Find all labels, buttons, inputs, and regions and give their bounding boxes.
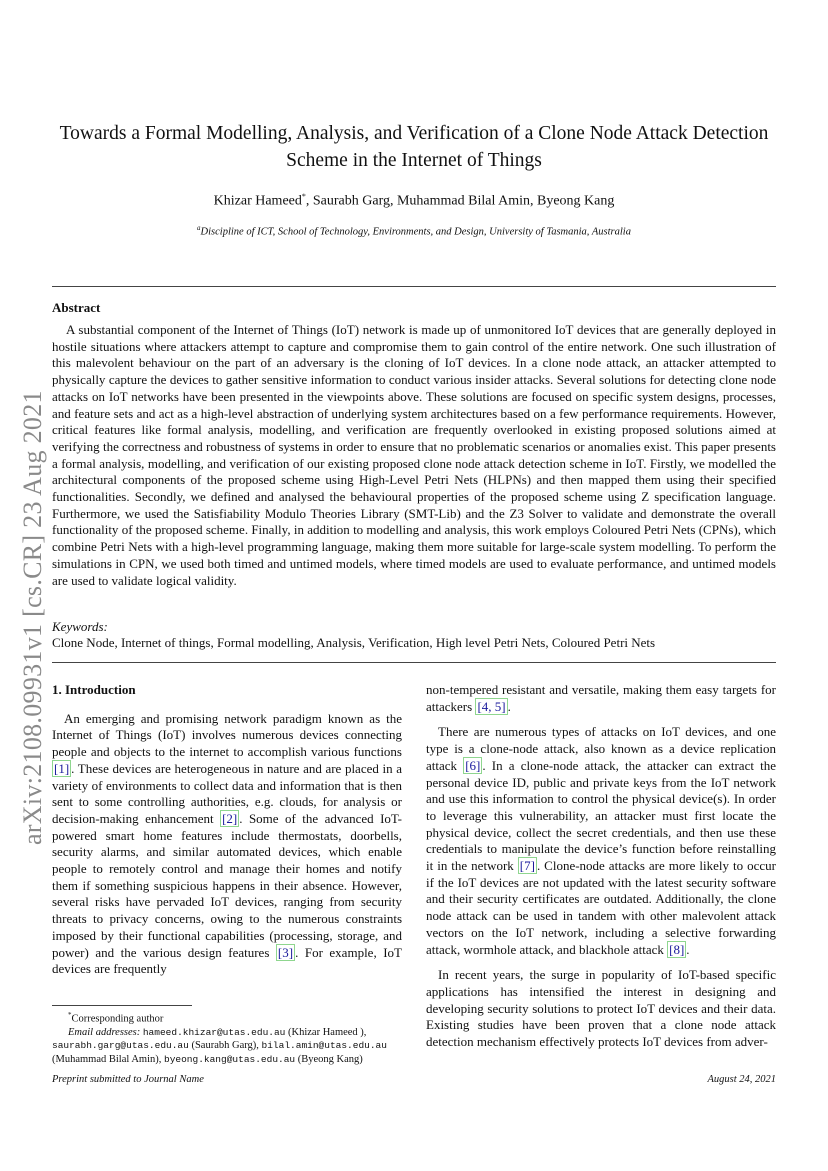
arxiv-stamp: arXiv:2108.09931v1 [cs.CR] 23 Aug 2021: [18, 390, 47, 845]
top-rule: [52, 286, 776, 287]
right-column: [426, 682, 776, 1060]
footer-date: August 24, 2021: [707, 1074, 776, 1085]
title-line-2: Scheme in the Internet of Things: [286, 150, 542, 171]
citation-link[interactable]: [2]: [222, 810, 238, 826]
left-column: [52, 682, 402, 987]
citation-link[interactable]: [6]: [465, 757, 481, 773]
abstract-heading: Abstract: [52, 300, 101, 315]
citation-link[interactable]: [8]: [669, 941, 685, 957]
abstract-body: A substantial component of the Internet of Things (IoT) network is made up of unmonitored IoT devices that are generally deployed in hostile situations where attackers attempt to capture and compromise them to gain control of the entire network. One such illustration of this malevolent behaviour on the part of an adversary is the cloning of IoT devices. In a clone node attack, an attacker attempted to physically capture the devices to gather sensitive information to conduct various insider attacks. Several solutions for detecting clone node attacks on IoT networks have been presented in the viewpoints above. These solutions are focused on specific system designs, processes, and feature sets and act as a high-level abstraction of underlying system architectures based on a few performance requirements. However, critical features like formal analysis, modelling, and verification are frequently overlooked in existing proposed solutions aimed at verifying the correctness and robustness of systems in order to ensure that no problematic scenarios or anomalies exist. This paper presents a formal analysis, modelling, and verification of our existing proposed clone node attack detection scheme in IoT. Firstly, we modelled the architectural components of the proposed scheme using High-Level Petri Nets (HLPNs) and then mapped them using their specified functionalities. Secondly, we defined and analysed the behavioural properties of the proposed scheme using Z specification language. Furthermore, we used the Satisfiability Modulo Theories Library (SMT-Lib) and the Z3 Solver to validate and demonstrate the overall functionality of the proposed scheme. Finally, in addition to modelling and analysis, this work employs Coloured Petri Nets (CPNs), which combine Petri Nets with a high-level programming language, making them more suitable for large-scale system modelling. To perform the simulations in CPN, we used both timed and untimed models, where timed models are used to evaluate performance, and untimed models are used to validate logical validity.: [52, 322, 776, 588]
citation-link[interactable]: [3]: [277, 944, 294, 960]
intro-paragraph-3: In recent years, the surge in popularity of IoT-based specific applications has intensified the interest in designing and developing security solutions to protect IoT devices and their data. Existing studies have been proven that a clone node attack detection mechanism effectively protects IoT devices from adver-: [426, 967, 776, 1050]
keywords-rule: [52, 662, 776, 663]
intro-paragraph-continued: non-tempered resistant and versatile, making them easy targets for attackers [4, 5] .: [426, 682, 776, 714]
affiliation-text: Discipline of ICT, School of Technology, Environments, and Design, University of Tasmania, Australia: [200, 226, 631, 238]
paper-title: [40, 120, 788, 174]
title-line-1: Towards a Formal Modelling, Analysis, and Verification of a Clone Node Attack Detection: [59, 123, 769, 144]
email-link[interactable]: bilal.amin@utas.edu.au: [261, 1040, 387, 1052]
author-rest: , Saurabh Garg, Muhammad Bilal Amin, Byeong Kang: [305, 193, 615, 209]
citation-link[interactable]: [4, 5]: [477, 698, 506, 714]
corresponding-note: Corresponding author: [71, 1013, 164, 1025]
affiliation-mark: a: [197, 224, 201, 232]
footnote-rule: [52, 1005, 192, 1006]
intro-paragraph-1: An emerging and promising network paradigm known as the Internet of Things (IoT) involves numerous devices connecting people and objects to the internet to accomplish various functions [1] . These devices are heterogeneous in nature and are placed in a variety of environments to collect data and information that is then sent to some controlling authorities, e.g. clouds, for analysis or decision-making enhancement [2] . Some of the advanced IoT-powered smart home features include thermostats, doorbells, security alarms, and similar automated devices, which enable people to remotely control and manage their homes and notify them if something suspicious happens in their absence. However, several risks have pervaded IoT devices, ranging from security threats to privacy concerns, owing to the numerous constraints imposed by their functional capabilities (processing, storage, and power) and the various design features [3] . For example, IoT devices are frequently: [52, 710, 402, 977]
section-heading: 1. Introduction: [52, 682, 136, 697]
keywords: Clone Node, Internet of things, Formal modelling, Analysis, Verification, High level Petri Nets, Coloured Petri Nets: [52, 635, 656, 650]
citation-link[interactable]: [7]: [519, 858, 535, 874]
corresponding-mark: *: [301, 192, 306, 201]
author-list: [40, 192, 788, 210]
intro-paragraph-2: There are numerous types of attacks on IoT devices, and one type is a clone-node attack, also known as a device replication attack [6] . In a clone-node attack, the attacker can extract the personal device ID, public and private keys from the IoT network and use this information to control the physical device(s). In order to leverage this vulnerability, an attacker must first locate the physical device, collect the secret credentials, and then use these credentials to manipulate the device’s function before reinstalling it in the network [7] . Clone-node attacks are more likely to occur if the IoT devices are not updated with the latest security software and their security certificates are outdated. Additionally, the clone node attack can be used in tandem with other malevolent attack vectors on the IoT network, including a selective forwarding attack, wormhole attack, and blackhole attack [8] .: [426, 724, 776, 957]
affiliation: [40, 224, 788, 238]
author-first: Khizar Hameed: [213, 193, 302, 209]
email-link[interactable]: hameed.khizar@utas.edu.au: [142, 1026, 286, 1038]
email-link[interactable]: byeong.kang@utas.edu.au: [164, 1053, 296, 1065]
email-link[interactable]: saurabh.garg@utas.edu.au: [52, 1040, 189, 1052]
footnote: *Corresponding author Email addresses: hameed.khizar@utas.edu.au (Khizar Hameed ), saurabh.garg@utas.edu.au (Saurabh Garg), bilal.amin@utas.edu.au (Muhammad Bilal Amin), byeong.kang@utas.edu.au (Byeong Kang): [52, 1011, 387, 1065]
keywords-heading: Keywords:: [52, 619, 108, 634]
footer-journal: Preprint submitted to Journal Name: [52, 1074, 204, 1085]
citation-link[interactable]: [1]: [54, 760, 70, 776]
